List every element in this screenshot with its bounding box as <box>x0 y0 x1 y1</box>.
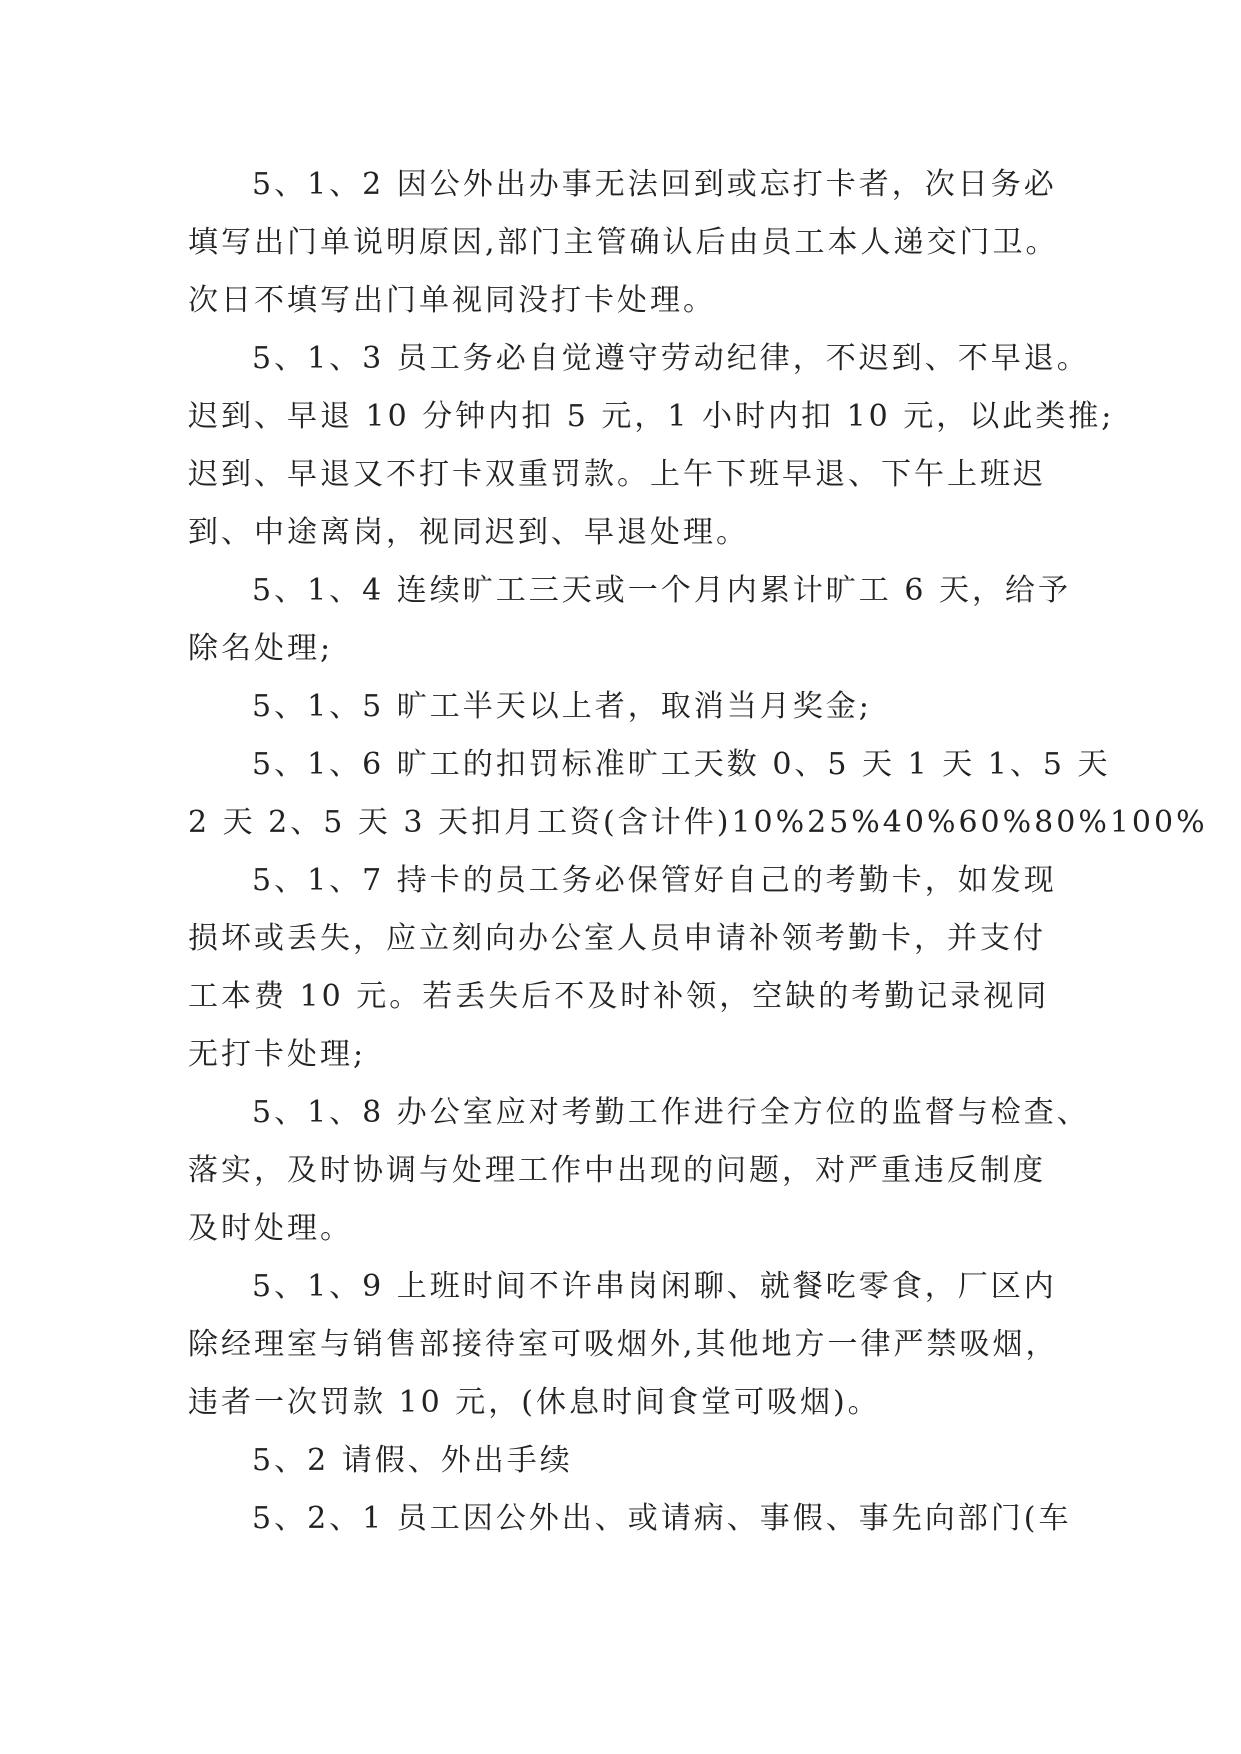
text-line: 损坏或丢失，应立刻向办公室人员申请补领考勤卡，并支付 <box>188 921 1046 956</box>
text-line: 无打卡处理; <box>188 1037 367 1072</box>
text-line: 填写出门单说明原因,部门主管确认后由员工本人递交门卫。 <box>188 225 1059 260</box>
text-line: 违者一次罚款 10 元，(休息时间食堂可吸烟)。 <box>188 1385 881 1420</box>
text-line: 5、2、1 员工因公外出、或请病、事假、事先向部门(车 <box>252 1501 1072 1536</box>
text-line: 5、1、9 上班时间不许串岗闲聊、就餐吃零食，厂区内 <box>252 1269 1057 1304</box>
text-line: 除名处理; <box>188 631 334 666</box>
text-line: 迟到、早退 10 分钟内扣 5 元，1 小时内扣 10 元，以此类推; <box>188 399 1115 434</box>
text-line: 5、1、7 持卡的员工务必保管好自己的考勤卡，如发现 <box>252 863 1057 898</box>
text-line: 5、1、3 员工务必自觉遵守劳动纪律，不迟到、不早退。 <box>252 341 1090 376</box>
text-line: 5、1、5 旷工半天以上者，取消当月奖金; <box>252 689 872 724</box>
text-line: 5、1、4 连续旷工三天或一个月内累计旷工 6 天，给予 <box>252 573 1071 608</box>
document-body <box>188 156 1208 1548</box>
text-line: 工本费 10 元。若丢失后不及时补领，空缺的考勤记录视同 <box>188 979 1050 1014</box>
text-line: 5、1、8 办公室应对考勤工作进行全方位的监督与检查、 <box>252 1095 1090 1130</box>
text-line: 除经理室与销售部接待室可吸烟外,其他地方一律严禁吸烟， <box>188 1327 1059 1362</box>
text-line: 5、2 请假、外出手续 <box>252 1443 573 1478</box>
text-line: 次日不填写出门单视同没打卡处理。 <box>188 283 716 318</box>
text-line: 5、1、2 因公外出办事无法回到或忘打卡者，次日务必 <box>252 167 1057 202</box>
text-line: 落实，及时协调与处理工作中出现的问题，对严重违反制度 <box>188 1153 1046 1188</box>
text-line: 迟到、早退又不打卡双重罚款。上午下班早退、下午上班迟 <box>188 457 1046 492</box>
text-line: 2 天 2、5 天 3 天扣月工资(含计件)10%25%40%60%80%100% <box>188 805 1208 840</box>
text-line: 及时处理。 <box>188 1211 353 1246</box>
text-line: 到、中途离岗，视同迟到、早退处理。 <box>188 515 749 550</box>
text-line: 5、1、6 旷工的扣罚标准旷工天数 0、5 天 1 天 1、5 天 <box>252 747 1111 782</box>
